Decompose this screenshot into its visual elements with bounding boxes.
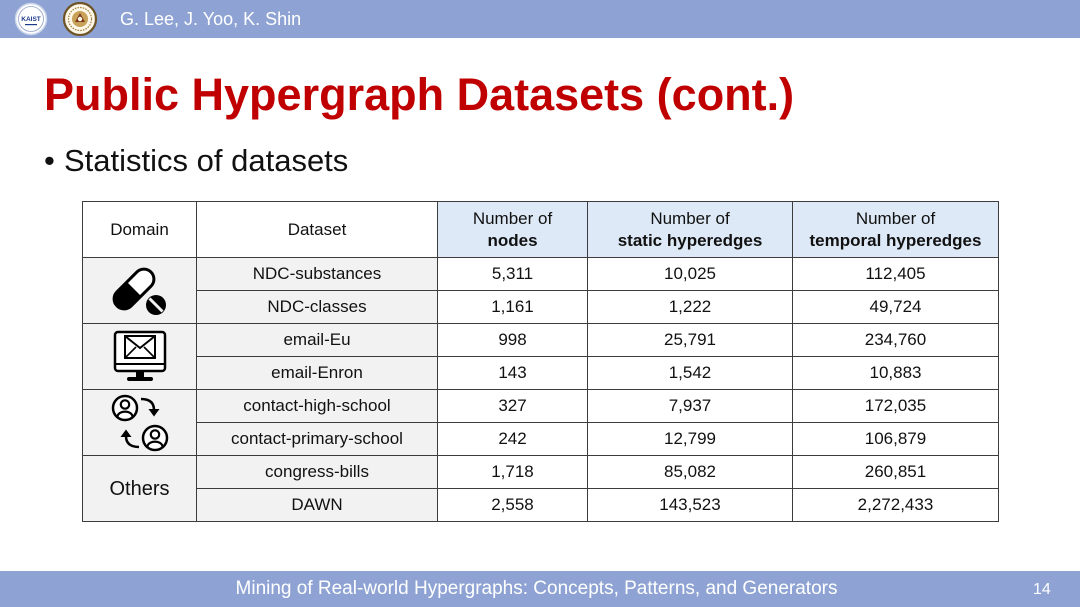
table-row xyxy=(83,357,999,390)
column-header-dataset: Dataset xyxy=(197,202,438,258)
dataset-name: email-Eu xyxy=(197,324,438,357)
email-computer-icon xyxy=(112,329,168,385)
nodes-count: 242 xyxy=(438,423,588,456)
domain-cell-email xyxy=(83,324,197,390)
author-names: G. Lee, J. Yoo, K. Shin xyxy=(120,9,302,29)
dataset-name: email-Enron xyxy=(197,357,438,390)
contact-exchange-icon xyxy=(110,393,170,453)
dataset-name: NDC-classes xyxy=(197,291,438,324)
domain-cell-others: Others xyxy=(83,456,197,522)
pills-icon xyxy=(111,264,169,318)
table-row xyxy=(83,456,999,489)
temporal-hyperedges-count: 2,272,433 xyxy=(793,489,999,522)
dataset-name: contact-high-school xyxy=(197,390,438,423)
table-row xyxy=(83,324,999,357)
static-hyperedges-count: 12,799 xyxy=(588,423,793,456)
table-row xyxy=(83,423,999,456)
bullet-item xyxy=(44,145,348,177)
static-hyperedges-count: 85,082 xyxy=(588,456,793,489)
static-hyperedges-count: 1,542 xyxy=(588,357,793,390)
temporal-hyperedges-count: 172,035 xyxy=(793,390,999,423)
column-header-nodes-line1: Number of xyxy=(472,208,553,228)
table-row xyxy=(83,390,999,423)
table-row xyxy=(83,291,999,324)
nodes-count: 1,161 xyxy=(438,291,588,324)
column-header-static xyxy=(588,202,793,258)
bullet-text: Statistics of datasets xyxy=(64,143,349,178)
dataset-name: DAWN xyxy=(197,489,438,522)
table-header-row xyxy=(83,202,999,258)
table-row xyxy=(83,258,999,291)
temporal-hyperedges-count: 10,883 xyxy=(793,357,999,390)
column-header-temporal-line1: Number of xyxy=(855,208,936,228)
temporal-hyperedges-count: 106,879 xyxy=(793,423,999,456)
column-header-static-line2: static hyperedges xyxy=(617,230,763,250)
column-header-nodes xyxy=(438,202,588,258)
university-seal-logo xyxy=(62,2,98,36)
kaist-logo xyxy=(14,2,48,36)
temporal-hyperedges-count: 49,724 xyxy=(793,291,999,324)
temporal-hyperedges-count: 112,405 xyxy=(793,258,999,291)
bullet-dot-icon: • xyxy=(44,143,55,178)
slide-title: Public Hypergraph Datasets (cont.) xyxy=(44,69,795,120)
temporal-hyperedges-count: 260,851 xyxy=(793,456,999,489)
domain-cell-drugs xyxy=(83,258,197,324)
static-hyperedges-count: 143,523 xyxy=(588,489,793,522)
dataset-statistics-table xyxy=(82,201,999,522)
table-row xyxy=(83,489,999,522)
static-hyperedges-count: 1,222 xyxy=(588,291,793,324)
nodes-count: 1,718 xyxy=(438,456,588,489)
column-header-nodes-line2: nodes xyxy=(487,230,538,250)
nodes-count: 5,311 xyxy=(438,258,588,291)
column-header-domain: Domain xyxy=(83,202,197,258)
dataset-name: contact-primary-school xyxy=(197,423,438,456)
svg-text:KAIST: KAIST xyxy=(21,16,41,23)
static-hyperedges-count: 7,937 xyxy=(588,390,793,423)
footer-title: Mining of Real-world Hypergraphs: Concepts, Patterns, and Generators xyxy=(235,578,838,599)
dataset-name: congress-bills xyxy=(197,456,438,489)
nodes-count: 998 xyxy=(438,324,588,357)
dataset-name: NDC-substances xyxy=(197,258,438,291)
nodes-count: 143 xyxy=(438,357,588,390)
column-header-static-line1: Number of xyxy=(650,208,730,228)
temporal-hyperedges-count: 234,760 xyxy=(793,324,999,357)
column-header-temporal-line2: temporal hyperedges xyxy=(809,230,982,250)
page-number: 14 xyxy=(1033,581,1051,598)
nodes-count: 327 xyxy=(438,390,588,423)
nodes-count: 2,558 xyxy=(438,489,588,522)
static-hyperedges-count: 10,025 xyxy=(588,258,793,291)
static-hyperedges-count: 25,791 xyxy=(588,324,793,357)
column-header-temporal xyxy=(793,202,999,258)
domain-cell-contact xyxy=(83,390,197,456)
